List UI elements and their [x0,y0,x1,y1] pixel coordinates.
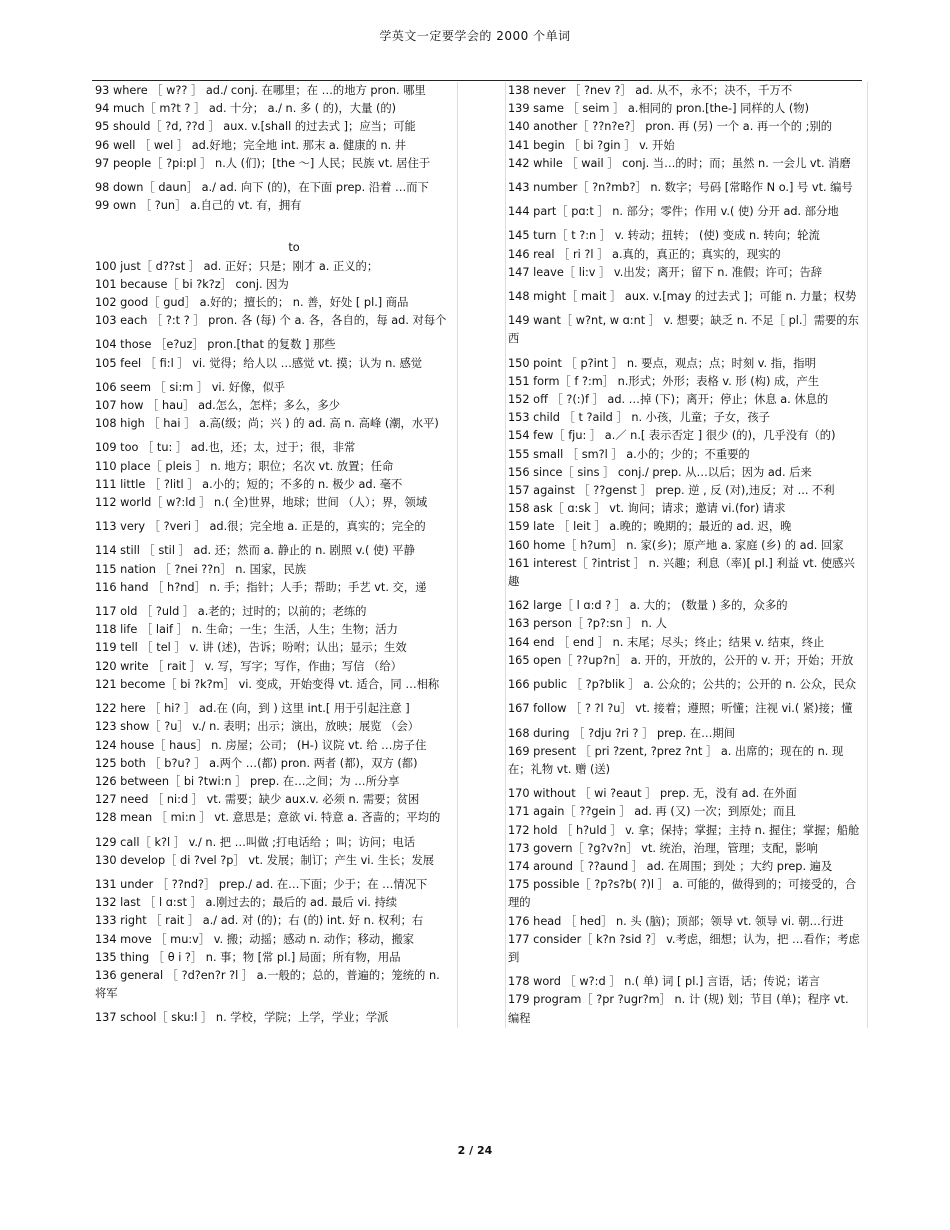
word-entry: 124 house［ haus］ n. 房屋；公司； (H-) 议院 vt. 给 …房子住 [95,738,427,752]
word-entry: 179 program［ ?pr ?ugr?m］ n. 计 (规) 划；节目 (单)；程序 vt. 编程 [508,993,849,1025]
word-entry: 149 want［ w?nt, w ɑ:nt ］ v. 想要；缺乏 n. 不足［ pl.］需要的东西 [508,314,859,346]
word-entry: 112 world［ w?:ld ］ n.( 全)世界，地球；世间 （人）；界，领域 [95,496,428,510]
word-entry: 144 part［ pɑ:t ］ n. 部分；零件；作用 v.( 使) 分开 ad. 部分地 [508,205,839,219]
word-entry: 117 old ［ ?uld ］ a.老的；过时的；以前的；老练的 [95,605,367,619]
word-entry-fragment: to [288,241,300,255]
word-entry: 107 how ［ hau］ ad.怎么，怎样；多么，多少 [95,399,341,413]
word-entry: 128 mean ［ mi:n ］ vt. 意思是；意欲 vi. 特意 a. 吝啬的；平均的 [95,811,441,825]
word-entry: 156 since［ sins ］ conj./ prep. 从…以后；因为 ad. 后来 [508,465,812,479]
right-word-column [505,82,868,1028]
word-entry: 178 word ［ w?:d ］ n.( 单) 词 [ pl.] 言语，话；传说；诺言 [508,975,820,989]
word-entry: 111 little ［ ?litl ］ a.小的；短的；不多的 n. 极少 ad. 毫不 [95,477,403,491]
word-entry: 130 develop［ di ?vel ?p］ vt. 发展；制订；产生 vi. 生长；发展 [95,853,435,867]
word-entry: 132 last ［ l ɑ:st ］ a.刚过去的；最后的 ad. 最后 vi. 持续 [95,896,398,910]
word-entry: 116 hand ［ h?nd］ n. 手；指针；人手；帮助；手艺 vt. 交，递 [95,580,427,594]
page-number: 2 / 24 [457,1144,493,1157]
word-entry: 115 nation ［ ?nei ??n］ n. 国家，民族 [95,562,307,576]
word-entry: 158 ask［ ɑ:sk ］ vt. 询问；请求；邀请 vi.(for) 请求 [508,502,786,516]
word-entry: 172 hold ［ h?uld ］ v. 拿；保持；掌握；主持 n. 握住；掌握；船舱 [508,823,860,837]
word-entry: 122 here ［ hi? ］ ad.在 (向，到 ) 这里 int.[ 用于引起注意 ] [95,702,410,716]
word-entry: 152 off ［ ?(:)f ］ ad. …掉 (下)；离开；停止；休息 a. 休息的 [508,393,829,407]
word-entry: 101 because［ bi ?k?z］ conj. 因为 [95,277,289,291]
word-entry: 102 good［ gud］ a.好的；擅长的； n. 善，好处 [ pl.] 商品 [95,296,409,310]
word-entry: 163 person［ ?p?:sn ］ n. 人 [508,617,667,631]
word-entry: 96 well ［ wel ］ ad.好地；完全地 int. 那末 a. 健康的 n. 井 [95,138,407,152]
word-entry: 164 end ［ end ］ n. 末尾；尽头；终止；结果 v. 结束，终止 [508,635,825,649]
word-entry: 160 home［ h?um］ n. 家(乡)；原产地 a. 家庭 (乡) 的 ad. 回家 [508,538,844,552]
word-entry: 162 large［ l ɑ:d ? ］ a. 大的； (数量 ) 多的，众多的 [508,599,788,613]
word-entry: 121 become［ bi ?k?m］ vi. 变成，开始变得 vt. 适合，同 …相称 [95,677,440,691]
word-entry: 153 child ［ t ?aild ］ n. 小孩，儿童；子女，孩子 [508,411,770,425]
word-entry: 113 very ［ ?veri ］ ad.很；完全地 a. 正是的，真实的；完全的 [95,520,426,534]
word-entry: 167 follow ［ ? ?l ?u］ vt. 接着；遵照；听懂；注视 vi.( 紧)接；懂 [508,702,853,716]
word-entry: 161 interest［ ?intrist ］ n. 兴趣；利息（率)[ pl.] 利益 vt. 使感兴趣 [508,556,855,589]
word-entry: 125 both ［ b?u? ］ a.两个 …(都) pron. 两者 (都)，双方 (都) [95,756,418,770]
word-entry: 138 never ［ ?nev ?］ ad. 从不，永不；决不，千万不 [508,84,793,97]
word-entry: 98 down［ daun］ a./ ad. 向下 (的)，在下面 prep. 沿着 …而下 [95,181,429,195]
word-entry: 174 around［ ??aund ］ ad. 在周围；到处 ；大约 prep. 遍及 [508,859,833,873]
word-entry: 148 might［ mait ］ aux. v.[may 的过去式 ]；可能 n. 力量；权势 [508,290,857,304]
word-entry: 94 much［ m?t ? ］ ad. 十分； a./ n. 多 ( 的)，大量 (的) [95,102,397,116]
word-entry: 131 under ［ ??nd?］ prep./ ad. 在…下面；少于；在 …情况下 [95,877,428,891]
word-entry: 95 should［ ?d, ??d ］ aux. v.[shall 的过去式 ]；应当；可能 [95,120,416,134]
word-entry: 155 small ［ sm?l ］ a.小的；少的；不重要的 [508,447,750,461]
word-entry: 119 tell ［ tel ］ v. 讲 (述)，告诉；吩咐；认出；显示；生效 [95,641,407,655]
word-entry: 171 again［ ??gein ］ ad. 再 (又) 一次；到原处；而且 [508,805,796,819]
word-entry: 168 during ［ ?dju ?ri ? ］ prep. 在…期间 [508,726,736,740]
word-entry: 142 while ［ wail ］ conj. 当…的时；而；虽然 n. 一会儿 vt. 消磨 [508,156,851,170]
word-entry: 139 same ［ seim ］ a.相同的 pron.[the-] 同样的人 (物) [508,102,809,116]
word-entry: 110 place［ pleis ］ n. 地方；职位；名次 vt. 放置；任命 [95,459,394,473]
word-entry: 151 form［ f ?:m］ n.形式；外形；表格 v. 形 (构) 成，产生 [508,374,820,388]
word-entry: 176 head ［ hed］ n. 头 (脑)；顶部；领导 vt. 领导 vi. 朝…行进 [508,914,844,928]
word-entry: 129 call［ k?l ］ v./ n. 把 …叫做 ;打电话给 ；叫；访问；电话 [95,835,416,849]
word-entry: 99 own ［ ?un］ a.自己的 vt. 有，拥有 [95,199,302,213]
word-entry: 170 without ［ wi ?eaut ］ prep. 无，没有 ad. 在外面 [508,787,797,801]
word-entry: 120 write ［ rait ］ v. 写，写字；写作，作曲；写信 （给） [95,659,402,673]
word-entry: 159 late ［ leit ］ a.晚的；晚期的；最近的 ad. 迟，晚 [508,520,792,534]
word-entry: 150 point ［ p?int ］ n. 要点，观点；点；时刻 v. 指，指明 [508,356,816,370]
word-entry: 106 seem ［ si:m ］ vi. 好像，似乎 [95,380,286,394]
word-entry: 104 those ［e?uz］ pron.[that 的复数 ] 那些 [95,338,336,352]
word-entry: 145 turn［ t ?:n ］ v. 转动；扭转； (使) 变成 n. 转向；轮流 [508,229,820,243]
word-entry: 127 need ［ ni:d ］ vt. 需要；缺少 aux.v. 必须 n. 需要；贫困 [95,793,420,807]
word-entry: 100 just［ d??st ］ ad. 正好；只是；刚才 a. 正义的； [95,259,379,273]
word-entry: 105 feel ［ fi:l ］ vi. 觉得；给人以 …感觉 vt. 摸；认为 n. 感觉 [95,356,423,370]
header-divider [92,80,862,81]
word-entry: 157 against ［ ??genst ］ prep. 逆 , 反 (对),违反；对 ... 不利 [508,484,835,498]
word-entry: 93 where ［ w?? ］ ad./ conj. 在哪里；在 …的地方 pron. 哪里 [95,84,426,97]
word-entry: 165 open［ ??up?n］ a. 开的，开放的，公开的 v. 开；开始；开放 [508,653,854,667]
word-entry: 173 govern［ ?g?v?n］ vt. 统治，治理，管理；支配，影响 [508,841,818,855]
word-entry: 103 each ［ ?:t ? ］ pron. 各 (每) 个 a. 各，各自的，每 ad. 对每个 [95,314,447,328]
word-entry: 126 between［ bi ?twi:n ］ prep. 在…之间；为 …所分享 [95,774,400,788]
word-entry: 146 real ［ ri ?l ］ a.真的，真正的；真实的，现实的 [508,247,781,261]
word-entry: 97 people［ ?pi:pl ］ n.人 (们)；[the ～] 人民；民族 vt. 居住于 [95,156,431,170]
word-entry: 114 still ［ stil ］ ad. 还；然而 a. 静止的 n. 剧照 v.( 使) 平静 [95,544,415,558]
word-entry: 137 school［ sku:l ］ n. 学校，学院；上学，学业；学派 [95,1011,389,1025]
word-entry: 143 number［ ?n?mb?］ n. 数字；号码 [常略作 N o.] 号 vt. 编号 [508,181,853,195]
word-entry: 123 show［ ?u］ v./ n. 表明；出示；演出，放映；展览 （会） [95,720,420,734]
word-entry: 133 right ［ rait ］ a./ ad. 对 (的)；右 (的) int. 好 n. 权利；右 [95,914,424,928]
word-entry: 166 public ［ ?p?blik ］ a. 公众的；公共的；公开的 n. 公众，民众 [508,678,857,692]
word-entry: 135 thing ［ θ i ?］ n. 事；物 [常 pl.] 局面；所有物，用品 [95,950,401,964]
word-entry: 141 begin ［ bi ?gin ］ v. 开始 [508,138,675,152]
word-entry: 140 another［ ??n?e?］ pron. 再 (另) 一个 a. 再一个的 ;别的 [508,120,833,134]
word-entry: 109 too ［ tu: ］ ad.也，还；太，过于；很，非常 [95,441,356,455]
left-word-column [95,82,458,1028]
word-entry: 118 life ［ laif ］ n. 生命；一生；生活，人生；生物；活力 [95,623,398,637]
word-entry: 136 general ［ ?d?en?r ?l ］ a.一般的；总的，普遍的；笼统的 n. 将军 [95,968,440,1001]
word-entry: 147 leave［ li:v ］ v.出发；离开；留下 n. 准假；许可；告辞 [508,265,823,279]
page-header-title: 学英文一定要学会的 2000 个单词 [379,29,571,43]
word-entry: 175 possible［ ?p?s?b( ?)l ］ a. 可能的，做得到的；可接受的，合理的 [508,878,857,910]
word-entry: 108 high ［ hai ］ a.高(级；尚；兴 ) 的 ad. 高 n. 高峰 (潮，水平) [95,417,439,431]
word-entry: 154 few［ fju: ］ a.／ n.[ 表示否定 ] 很少 (的)，几乎没有（的) [508,429,836,443]
word-entry: 177 consider［ k?n ?sid ?］ v.考虑，细想；认为，把 …看作；考虑到 [508,932,860,964]
word-entry: 134 move ［ mu:v］ v. 搬；动摇；感动 n. 动作；移动，搬家 [95,932,415,946]
word-entry: 169 present ［ pri ?zent, ?prez ?nt ］ a. 出席的；现在的 n. 现在；礼物 vt. 赠 (送) [508,744,844,776]
